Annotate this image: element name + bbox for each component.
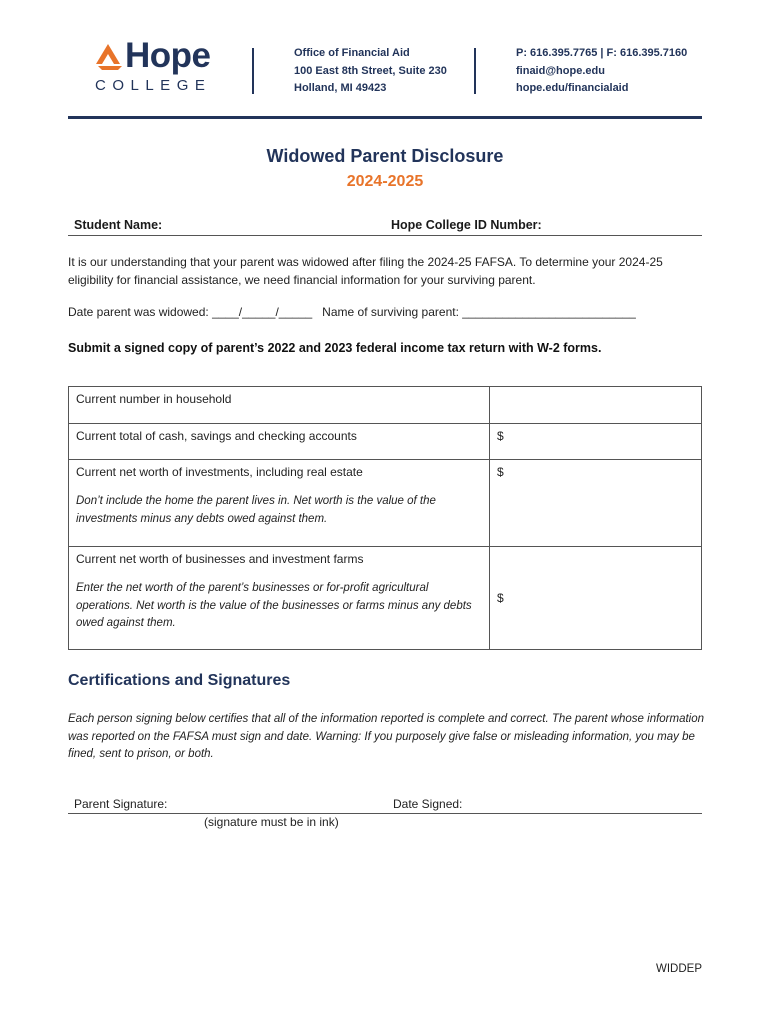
table-row	[69, 460, 702, 547]
investments-label: Current net worth of investments, including real estate Don’t include the home the parent lives in. Net worth is the value of the investments minus any debts owed against them.	[69, 460, 490, 547]
household-value-cell[interactable]	[490, 387, 702, 424]
award-year: 2024-2025	[346, 173, 424, 190]
intro-paragraph	[68, 254, 708, 289]
office-street: 100 East 8th Street, Suite 230	[294, 64, 447, 77]
table-row	[69, 547, 702, 650]
website-link[interactable]: hope.edu/financialaid	[516, 82, 629, 94]
header-divider	[474, 48, 476, 94]
logo-subtitle: COLLEGE	[95, 77, 212, 94]
student-name-label: Student Name:	[74, 218, 163, 232]
submit-instruction: Submit a signed copy of parent’s 2022 and 2023 federal income tax return with W-2 forms.	[68, 341, 602, 355]
logo-wordmark: Hope	[125, 36, 211, 75]
table-row	[69, 424, 702, 460]
household-label: Current number in household	[69, 387, 490, 424]
financial-info-table	[68, 386, 702, 650]
table-row	[69, 387, 702, 424]
email-link[interactable]: finaid@hope.edu	[516, 64, 605, 77]
name-id-field-line[interactable]	[68, 235, 702, 236]
cash-value-cell[interactable]: $	[490, 424, 702, 460]
office-name: Office of Financial Aid	[294, 47, 410, 59]
investments-note: Don’t include the home the parent lives in. Net worth is the value of the investments minus any debts owed against them.	[76, 495, 436, 525]
contact-info	[516, 45, 687, 98]
intro-line-2: eligibility for financial assistance, we need financial information for your surviving parent.	[68, 272, 536, 287]
intro-line-1: It is our understanding that your parent was widowed after filing the 2024-25 FAFSA. To determine your 2024-25	[68, 255, 663, 269]
signature-line[interactable]	[68, 813, 702, 814]
form-code: WIDDEP	[656, 963, 702, 975]
widowed-date-line[interactable]: Date parent was widowed: ____/_____/_____ Name of surviving parent: __________________________	[68, 305, 636, 319]
date-signed-label: Date Signed:	[393, 797, 463, 811]
header-divider	[252, 48, 254, 94]
ink-note: (signature must be in ink)	[204, 815, 339, 829]
investments-value-cell[interactable]: $	[490, 460, 702, 547]
business-note: Enter the net worth of the parent’s businesses or for-profit agricultural operations. Net worth is the value of the businesses or farms minus any debts owed against them.	[76, 582, 472, 629]
document-title: Widowed Parent Disclosure	[266, 146, 504, 166]
certifications-heading: Certifications and Signatures	[68, 672, 291, 689]
business-label: Current net worth of businesses and investment farms Enter the net worth of the parent’s businesses or for-profit agricultural operations. Net worth is the value of the businesses or farms minus any debts owed against them.	[69, 547, 490, 650]
parent-signature-label: Parent Signature:	[74, 797, 168, 811]
certification-text: Each person signing below certifies that all of the information reported is complete and correct. The parent whose information was reported on the FAFSA must sign and date. Warning: If you purposely give false or misleading information, you may be fined, sent to prison, or both.	[68, 713, 705, 760]
office-address	[294, 45, 447, 98]
cash-label: Current total of cash, savings and checking accounts	[69, 424, 490, 460]
business-value-cell[interactable]: $	[490, 547, 702, 650]
header-rule	[68, 116, 702, 119]
office-city: Holland, MI 49423	[294, 82, 387, 94]
id-number-label: Hope College ID Number:	[391, 218, 542, 232]
phone-fax: P: 616.395.7765 | F: 616.395.7160	[516, 47, 688, 59]
